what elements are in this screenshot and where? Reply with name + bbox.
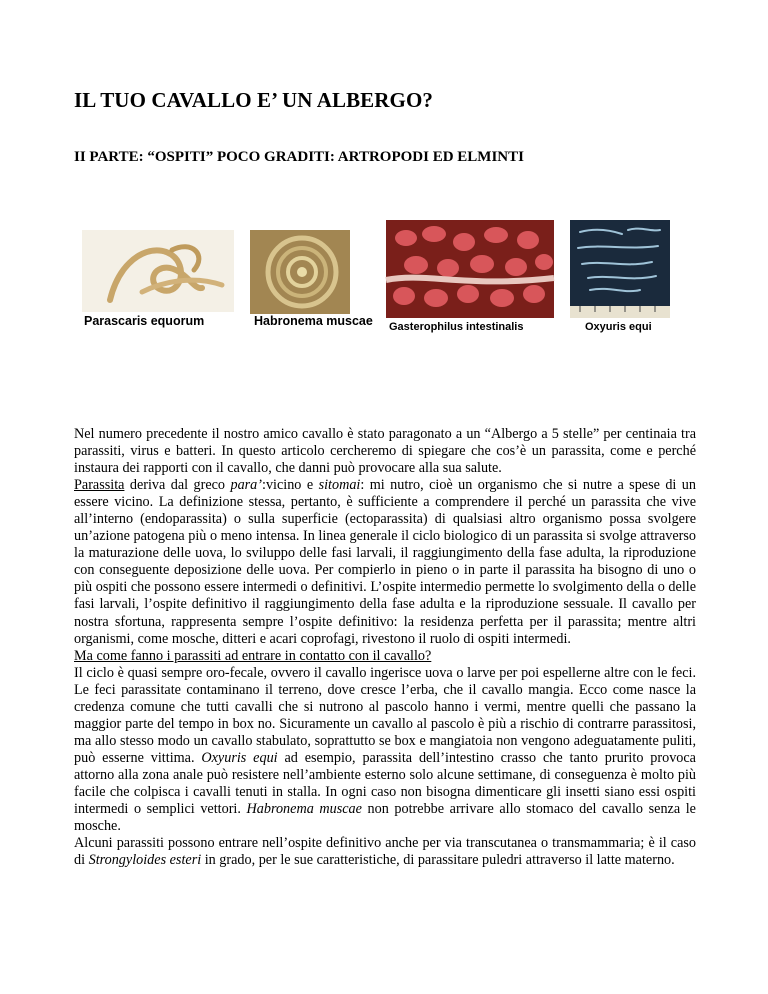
term-para: para’: [230, 477, 262, 494]
term-parassita: Parassita: [74, 477, 125, 494]
gasterophilus-photo: [386, 220, 554, 335]
paragraph-intro: Nel numero precedente il nostro amico cavallo è stato paragonato a un “Albergo a 5 stelle” per centinaia tra parassiti, virus e batteri. In questo articolo cercheremo di spiegare che cos’è un parassita, come e perché instaura dei rapporti con il cavallo, che danni può provocare alla sua salute.: [74, 426, 696, 477]
text-span: :vicino e: [262, 477, 319, 494]
figure-caption: Parascaris equorum: [84, 314, 205, 328]
oxyuris-photo: [570, 220, 670, 335]
section-question: Ma come fanno i parassiti ad entrare in contatto con il cavallo?: [74, 647, 432, 664]
text-span: ad esempio, parassita dell’intestino crasso che tanto prurito provoca attorno alla zona anale può resistere nell’ambiente esterno solo alcune settimane, di conseguenza è molto più facile che colpisca i cavalli tenuti in stalla. In ogni caso non bisogna dimenticare gli insetti siano essi ospiti intermedi o semplici vettori.: [74, 749, 696, 818]
figure-caption: Gasterophilus intestinalis: [389, 321, 524, 333]
text-span: deriva dal greco: [124, 477, 231, 494]
habronema-photo: [250, 230, 373, 350]
figure-caption: Oxyuris equi: [585, 321, 652, 333]
text-span: : mi nutro, cioè un organismo che si nutre a spese di un essere vicino. La definizione stessa, pertanto, è sufficiente a comprendere il perché un parassita che vive all’interno (endoparassita) o sulla superficie (ectoparassita) di qualsiasi altro organismo possa svolgere un’azione patogena più o meno intensa. In linea generale il ciclo biologico di un parassita si svolge attraverso la maturazione delle uova, lo sviluppo delle fasi larvali, il raggiungimento della fase adulta, la riproduzione con conseguente deposizione delle uova. Per compierlo in pieno o in parte il parassita ha bisogno di uno o più ospiti che possono essere intermedi o definitivi. L’ospite intermedio permette lo svolgimento della o delle fasi larvali, l’ospite definitivo il raggiungimento della fase adulta e la riproduzione sessuale. Il cavallo per nostra sfortuna, rappresenta sempre l’ospite definitivo: la residenza perfetta per il parassita; mentre altri organismi, come mosche, ditteri e acari coprofagi, rivestono il ruolo di ospiti intermedi.: [74, 477, 696, 647]
figure-caption: Habronema muscae: [254, 314, 373, 328]
text-span: in grado, per le sue caratteristiche, di parassitare puledri attraverso il latte materno.: [201, 852, 675, 869]
term-oxyuris: Oxyuris equi: [201, 749, 278, 766]
term-sitomai: sitomai: [318, 477, 361, 494]
article-body: [74, 426, 696, 869]
page-subtitle: II PARTE: “OSPITI” POCO GRADITI: ARTROPODI ED ELMINTI: [74, 149, 524, 165]
paragraph-cycle: [74, 665, 696, 835]
text-span: non potrebbe arrivare allo stomaco del cavallo senza le mosche.: [74, 801, 696, 835]
text-span: Il ciclo è quasi sempre oro-fecale, ovvero il cavallo ingerisce uova o larve per poi espellerne altre con le feci. Le feci parassitate contaminano il terreno, dove cresce l’erba, che il cavallo mangia. Ecco come nasce la credenza comune che tutti cavalli che si nutrono al pascolo hanno i vermi, mentre quelli che passano la maggior parte del tempo in box no. Sicuramente un cavallo al pascolo è più a rischio di contrarre parassitosi, ma allo stesso modo un cavallo stabulato, soprattutto se box e mangiatoia non vengono adeguatamente puliti, può esserne vittima.: [74, 664, 696, 766]
text-span: Alcuni parassiti possono entrare nell’ospite definitivo anche per via transcutanea o transmammaria; è il caso di: [74, 835, 696, 869]
parascaris-photo: [82, 230, 234, 350]
term-habronema: Habronema muscae: [246, 801, 362, 818]
term-strongyloides: Strongyloides esteri: [88, 852, 202, 869]
page-title: IL TUO CAVALLO E’ UN ALBERGO?: [74, 88, 434, 112]
paragraph-transmission: [74, 835, 696, 869]
paragraph-definition: [74, 477, 696, 647]
